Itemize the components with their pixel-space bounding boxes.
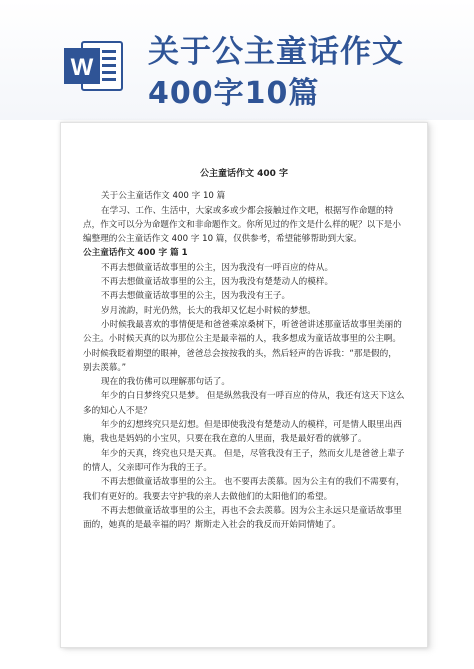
paragraph: 现在的我仿佛可以理解那句话了。 <box>101 377 230 388</box>
paragraph-list <box>83 189 405 532</box>
logo-letter: W <box>70 54 94 81</box>
header-banner <box>0 0 474 120</box>
paragraph: 不再去想做童话故事里的公主，因为我没有一呼百应的侍从。 <box>101 262 334 273</box>
paragraph: 年少的天真，终究也只是天真。 但是，尽管我没有王子，然而女儿是爸爸上辈子的情人，父亲即可作为我的王子。 <box>83 448 405 473</box>
paragraph: 不再去想做童话故事里的公主，再也不会去羡慕。因为公主永远只是童话故事里面的，她真的是最幸福的吗？斯斯走入社会的我反而开始同情她了。 <box>83 505 402 531</box>
banner-title-line-2: 400字10篇 <box>148 76 320 111</box>
document-title: 公主童话作文 400 字 <box>199 169 289 179</box>
banner-title-line-1: 关于公主童话作文 <box>148 34 404 70</box>
paragraph: 小时候我最喜欢的事情便是和爸爸乘凉桑树下，听爸爸讲述那童话故事里美丽的公主。小时候天真的以为那位公主是最幸福的人，我多想成为童话故事里的公主啊。小时候我眨着期望的眼神，爸爸总会按按我的头，然后轻声的告诉我：“那是假的，别去羡慕。” <box>83 319 402 373</box>
paragraph: 岁月流韵，时光仍然，长大的我却又忆起小时候的梦想。 <box>101 305 316 316</box>
paragraph: 年少的白日梦终究只是梦。 但是纵然我没有一呼百应的侍从，我还有这天下这么多的知心人不是？ <box>83 391 405 416</box>
document-body <box>83 167 405 532</box>
paragraph: 不再去想做童话故事里的公主，因为我没有楚楚动人的模样。 <box>101 277 334 288</box>
word-document-icon <box>62 36 126 96</box>
paragraph: 不再去想做童话故事里的公主，因为我没有王子。 <box>101 291 291 302</box>
paragraph: 不再去想做童话故事里的公主。 也不要再去羡慕。因为公主有的我们不需要有，我们有更好的。我要去守护我的亲人去做他们的太阳他们的希望。 <box>83 477 405 502</box>
paragraph: 年少的幻想终究只是幻想。但是即使我没有楚楚动人的模样，可是情人眼里出西施，我也是妈妈的小宝贝，只要在我在意的人里面，我是最好看的就够了。 <box>83 420 402 445</box>
document-page <box>60 122 428 648</box>
paragraph: 关于公主童话作文 400 字 10 篇 <box>101 191 226 202</box>
paragraph: 在学习、工作、生活中，大家或多或少都会接触过作文吧，根据写作命题的特点，作文可以分为命题作文和非命题作文。你所见过的作文是什么样的呢？以下是小编整理的公主童话作文 400 字 10 篇，仅供参考，希望能够帮助到大家。 <box>83 205 401 245</box>
section-heading: 公主童话作文 400 字 篇 1 <box>83 248 188 259</box>
